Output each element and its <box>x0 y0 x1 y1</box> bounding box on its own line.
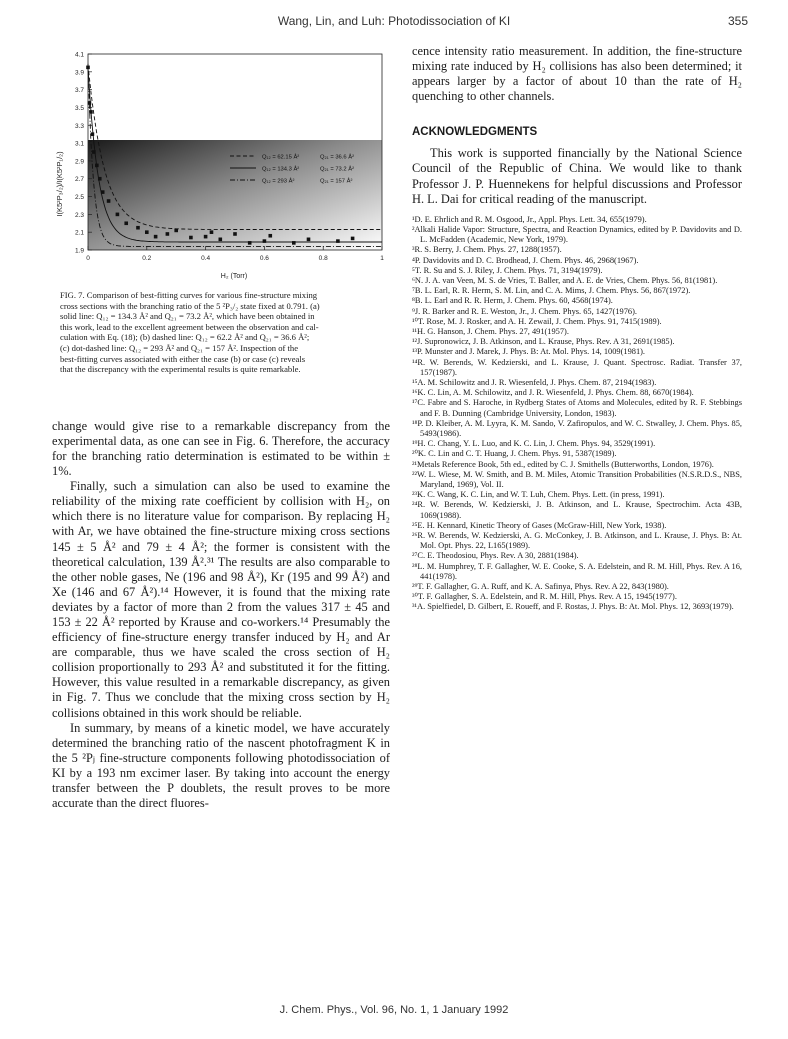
legend-q12: Q₁₂ = 134.3 Å² <box>262 166 300 173</box>
y-tick-label: 2.3 <box>74 211 84 219</box>
x-tick-label: 0 <box>86 255 90 262</box>
reference-item: ¹⁸P. D. Kleiber, A. M. Lyyra, K. M. Sando, V. Zafiropulos, and W. C. Stwalley, J. Chem. Phys. 85, 5493(1986). <box>412 418 742 439</box>
reference-item: ⁷B. L. Earl, R. R. Herm, S. M. Lin, and C. A. Mims, J. Chem. Phys. 56, 867(1972). <box>412 286 691 296</box>
page-number: 355 <box>727 14 748 28</box>
reference-item: ¹⁵A. M. Schilowitz and J. R. Wiesenfeld, J. Phys. Chem. 87, 2194(1983). <box>412 378 657 387</box>
y-tick-label: 3.5 <box>74 104 84 112</box>
reference-item: ³⁰T. F. Gallagher, S. A. Edelstein, and R. M. Hill, Phys. Rev. A 15, 1945(1977). <box>412 592 677 602</box>
data-point <box>88 101 92 105</box>
right-body-text <box>412 44 742 104</box>
data-point <box>336 239 340 243</box>
journal-footer: J. Chem. Phys., Vol. 96, No. 1, 1 January 1992 <box>279 1004 509 1016</box>
data-point <box>101 190 105 194</box>
data-point <box>204 235 208 239</box>
x-tick-label: 1 <box>380 255 384 262</box>
data-point <box>98 177 102 181</box>
caption-line: that the discrepancy with the experimental results is quite remarkable. <box>60 364 301 375</box>
caption-line: FIG. 7. Comparison of best-fitting curves for various fine-structure mixing <box>60 290 318 300</box>
reference-item: ²⁵E. H. Kennard, Kinetic Theory of Gases (McGraw-Hill, New York, 1938). <box>412 520 667 530</box>
paragraph: change would give rise to a remarkable discrepancy from the experimental data, as one can see in Fig. 6. Therefore, the accuracy for the branching ratio determination is estimated to be within ± 1%. <box>52 418 390 479</box>
running-header <box>0 14 788 34</box>
acknowledgments-text <box>412 146 742 206</box>
data-point <box>86 66 90 70</box>
legend-q12: Q₁₂ = 62.15 Å² <box>262 154 300 161</box>
figure-7 <box>52 44 390 284</box>
data-point <box>136 226 140 230</box>
reference-item: ¹⁶K. C. Lin, A. M. Schilowitz, and J. R. Wiesenfeld, J. Phys. Chem. 88, 6670(1984). <box>412 388 694 398</box>
reference-item: ²⁷C. E. Theodosiou, Phys. Rev. A 30, 2881(1984). <box>412 551 579 561</box>
reference-item: ¹³P. Munster and J. Marek, J. Phys. B: At. Mol. Phys. 14, 1009(1981). <box>412 347 646 357</box>
legend-q21: Q₂₁ = 157 Å² <box>320 178 353 185</box>
data-point <box>219 238 223 242</box>
y-tick-label: 3.9 <box>74 69 84 77</box>
data-point <box>107 199 111 203</box>
reference-item: ¹⁰T. Rose, M. J. Rosker, and A. H. Zewail, J. Chem. Phys. 91, 7415(1989). <box>412 316 662 326</box>
running-title: Wang, Lin, and Luh: Photodissociation of KI <box>277 14 511 28</box>
x-tick-label: 0.4 <box>201 255 211 262</box>
data-point <box>292 241 296 245</box>
data-point <box>174 229 178 233</box>
data-point <box>116 213 120 217</box>
reference-item: ²⁰K. C. Lin and C. T. Huang, J. Chem. Phys. 91, 5387(1989). <box>412 449 617 459</box>
caption-line: best-fitting curves associated with either the case (b) or case (c) reveals <box>60 353 306 364</box>
reference-item: ²⁹T. F. Gallagher, G. A. Ruff, and K. A. Safinya, Phys. Rev. A 22, 843(1980). <box>412 582 669 592</box>
y-tick-label: 2.1 <box>74 229 84 237</box>
data-point <box>166 232 170 236</box>
reference-item: ¹D. E. Ehrlich and R. M. Osgood, Jr., Appl. Phys. Lett. 34, 655(1979). <box>412 214 647 224</box>
paragraph: In summary, by means of a kinetic model, we have accurately determined the branching ratio of the nascent photofragment K in the 5 ²Pⱼ fine-structure components following photodissociation of KI by a 193 nm excimer laser. By taking into account the energy transfer between the P doublets, the result proves to be more accurate than the direct fluores- <box>52 720 390 811</box>
data-point <box>189 236 193 240</box>
paragraph: This work is supported financially by the National Science Council of the Republic of China. We would like to thank Professor J. P. Huennekens for helpful discussions and Professor H. L. Dai for critical reading of the manuscript. <box>412 146 742 206</box>
y-tick-label: 3.7 <box>74 87 84 95</box>
references-list <box>412 215 742 613</box>
y-axis-label: I(K5²P₃/₂)/I(K5²P₁/₂) <box>55 151 64 217</box>
legend-q21: Q₂₁ = 73.2 Å² <box>320 166 355 173</box>
data-point <box>89 110 93 114</box>
reference-item: ⁶N. J. A. van Veen, M. S. de Vries, T. Baller, and A. E. de Vries, Chem. Phys. 56, 81(1981). <box>412 275 718 285</box>
reference-item: ²⁴R. W. Berends, W. Kedzierski, J. B. Atkinson, and L. Krause, Spectrochim. Acta 43B, 1069(1988). <box>412 500 742 520</box>
x-tick-label: 0.8 <box>318 255 328 262</box>
reference-item: ¹²J. Supronowicz, J. B. Atkinson, and L. Krause, Phys. Rev. A 31, 2691(1985). <box>412 337 675 347</box>
figure-7-plot <box>52 44 390 284</box>
caption-line: cross sections with the branching ratio of the 5 ²P₃/₂ state fixed at 0.791. (a) <box>60 300 320 311</box>
reference-item: ²⁶R. W. Berends, W. Kedzierski, A. G. McConkey, J. B. Atkinson, and L. Krause, J. Phys. B: At. Mol. Opt. Phys. 22, L165(1989). <box>412 531 742 551</box>
x-tick-label: 0.6 <box>259 255 269 262</box>
left-column <box>52 44 390 811</box>
data-point <box>95 164 99 168</box>
reference-item: ¹⁷C. Fabre and S. Haroche, in Rydberg States of Atoms and Molecules, edited by R. F. Stebbings and F. B. Dunning (Cambridge University, London, 1983). <box>412 398 742 418</box>
data-point <box>263 239 267 243</box>
reference-item: ⁸B. L. Earl and R. R. Herm, J. Chem. Phys. 60, 4568(1974). <box>412 296 613 306</box>
data-point <box>91 132 95 136</box>
reference-item: ²⁸L. M. Humphrey, T. F. Gallagher, W. E. Cooke, S. A. Edelstein, and R. M. Hill, Phys. Rev. A 16, 441(1978). <box>412 561 742 581</box>
y-tick-label: 1.9 <box>74 247 84 255</box>
data-point <box>124 221 128 225</box>
data-point <box>351 237 355 241</box>
acknowledgments-heading: ACKNOWLEDGMENTS <box>412 126 538 139</box>
x-axis-label: H₂ (Torr) <box>220 273 248 280</box>
paragraph: Finally, such a simulation can also be used to examine the reliability of the mixing rate coefficient by collision with H₂, on which there is no literature value for comparison. By replacing H₂ with Ar, we have obtained the fine-structure mixing cross sections 145 ± 5 Å² and 79 ± 4 Å²; the former is consistent with the theoretical calculation, 139 Å².³¹ The results are also comparable to the other noble gases, Ne (196 and 98 Å²), Kr (195 and 99 Å²) and Xe (146 and 67 Å²).¹⁴ However, it is found that the mixing rate deviates by a factor of more than 2 from the values 317 ± 45 and 153 ± 22 Å² reported by Krause and co-workers.¹⁴ Presumably the efficiency of fine-structure energy transfer induced by H₂ and Ar are comparable, thus we have scaled the cross section of H₂ collision proportionally to 293 Å² and substituted it for the fitting. However, this value resulted in a remarkable discrepancy, as given in Fig. 7. Thus we conclude that the mixing cross section by H₂ collisions obtained in this work should be reliable. <box>52 479 390 720</box>
y-tick-label: 3.1 <box>74 140 84 148</box>
legend-q21: Q₂₁ = 36.6 Å² <box>320 154 355 161</box>
caption-line: culation with Eq. (18); (b) dashed line: Q₁₂ = 62.2 Å² and Q₂₁ = 36.6 Å²; <box>60 332 310 343</box>
legend-q12: Q₁₂ = 293 Å² <box>262 178 295 185</box>
reference-item: ¹⁴R. W. Berends, W. Kedzierski, and L. Krause, J. Quant. Spectrosc. Radiat. Transfer 37, 157(1987). <box>412 357 742 377</box>
paragraph: cence intensity ratio measurement. In addition, the fine-structure mixing rate induced by H₂ collisions has also been determined; it appears larger by a factor of about 10 than the rate of H₂ quenching to other channels. <box>412 44 742 104</box>
y-tick-label: 2.7 <box>74 176 84 184</box>
y-tick-label: 2.5 <box>74 194 84 202</box>
reference-item: ¹⁹H. C. Chang, Y. L. Luo, and K. C. Lin, J. Chem. Phys. 94, 3529(1991). <box>412 439 656 449</box>
caption-line: (c) dot-dashed line: Q₁₂ = 293 Å² and Q₂₁ = 157 Å². Inspection of the <box>60 342 299 353</box>
reference-item: ⁵T. R. Su and S. J. Riley, J. Chem. Phys. 71, 3194(1979). <box>412 265 603 275</box>
y-tick-label: 4.1 <box>74 51 84 59</box>
reference-item: ⁹J. R. Barker and R. E. Weston, Jr., J. Chem. Phys. 65, 1427(1976). <box>412 306 637 316</box>
data-point <box>307 238 311 242</box>
data-point <box>233 232 237 236</box>
data-point <box>145 230 149 234</box>
reference-item: ³¹A. Spielfiedel, D. Gilbert, E. Roueff, and F. Rostas, J. Phys. B: At. Mol. Phys. 12, 3693(1979). <box>412 602 734 612</box>
x-tick-label: 0.2 <box>142 255 152 262</box>
reference-item: ²³K. C. Wang, K. C. Lin, and W. T. Luh, Chem. Phys. Lett. (in press, 1991). <box>412 490 665 500</box>
left-body-text <box>52 419 390 811</box>
right-column <box>412 44 742 613</box>
y-tick-label: 3.3 <box>74 122 84 130</box>
reference-item: ²²W. L. Wiese, M. W. Smith, and B. M. Miles, Atomic Transition Probabilities (N.S.R.D.S., NBS, Maryland, 1969), Vol. II. <box>412 469 742 490</box>
reference-item: ²Alkali Halide Vapor: Structure, Spectra, and Reaction Dynamics, edited by P. Davidovits and D. L. McFadden (Academic, New York, 1979). <box>412 224 742 245</box>
data-point <box>92 150 96 154</box>
caption-line: this work, lead to the excellent agreement between the observation and cal- <box>60 321 319 332</box>
reference-item: ³R. S. Berry, J. Chem. Phys. 27, 1288(1957). <box>412 245 562 255</box>
caption-line: solid line: Q₁₂ = 134.3 Å² and Q₂₁ = 73.2 Å², which have been obtained in <box>60 311 315 322</box>
data-point <box>210 230 214 234</box>
reference-item: ²¹Metals Reference Book, 5th ed., edited by C. J. Smithells (Butterworths, London, 1976). <box>412 459 714 469</box>
reference-item: ⁴P. Davidovits and D. C. Brodhead, J. Chem. Phys. 46, 2968(1967). <box>412 255 639 265</box>
data-point <box>154 235 158 239</box>
reference-item: ¹¹H. G. Hanson, J. Chem. Phys. 27, 491(1957). <box>412 326 569 336</box>
data-point <box>268 234 272 238</box>
data-point <box>248 241 252 245</box>
y-tick-label: 2.9 <box>74 158 84 166</box>
figure-caption <box>60 290 388 375</box>
